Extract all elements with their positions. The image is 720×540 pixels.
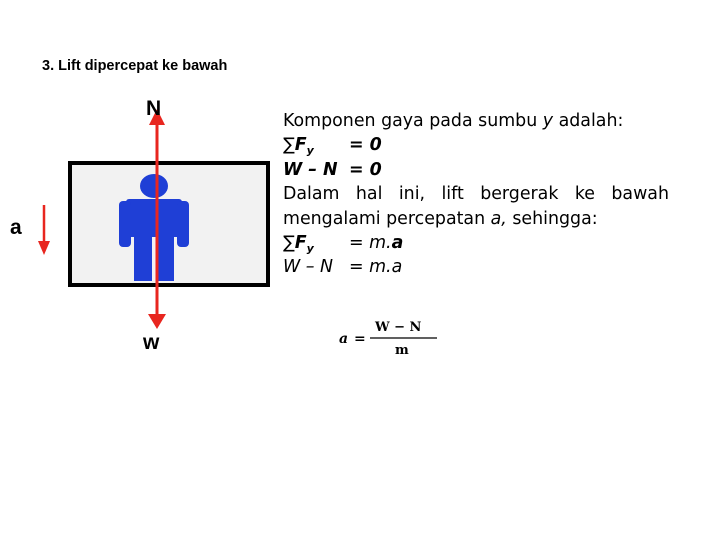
text-line-1: Komponen gaya pada sumbu y adalah:: [283, 111, 624, 131]
text-line-sum-fy: $\sum F_y = 0$: [283, 135, 382, 158]
acceleration-formula: [337, 314, 447, 360]
formula-equals: =: [354, 331, 366, 347]
acceleration-label: a: [10, 216, 22, 239]
formula-lhs: a: [339, 331, 349, 347]
text-line-w-n-ma: W – N = m.a: [283, 257, 403, 278]
lift-diagram: [0, 95, 280, 355]
text-line-4: Dalam hal ini, lift bergerak ke bawah: [283, 184, 669, 205]
acceleration-arrow: [38, 205, 50, 255]
text-line-5: mengalami percepatan a, sehingga:: [283, 208, 598, 229]
normal-force-label: N: [146, 97, 162, 120]
text-line-w-n: W – N = 0: [283, 159, 382, 180]
formula-numerator: W − N: [375, 320, 422, 335]
text-line-sum-ma: $\sum F_y = m.a$: [283, 233, 404, 256]
weight-label: w: [143, 331, 160, 354]
explanation-text: [283, 109, 669, 280]
formula-denominator: m: [395, 343, 409, 358]
section-heading: 3. Lift dipercepat ke bawah: [42, 58, 228, 74]
